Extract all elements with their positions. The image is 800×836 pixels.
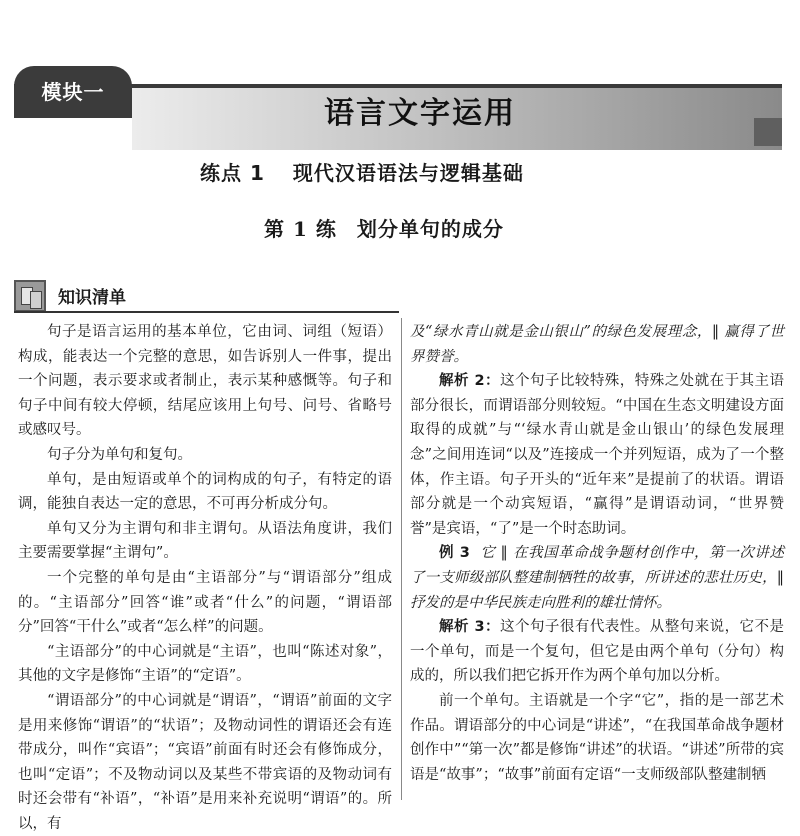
lesson-heading [200,157,524,186]
example-label: 例 3 [439,545,470,562]
analysis-text: 这个句子比较特殊，特殊之处就在于其主语部分很长，而谓语部分则较短。“中国在生态文明建设方面取得的成就”与“‘绿水青山就是金山银山’的绿色发展理念”之间用连词“以及”连接成一个并列短语，成为了一个整体，作主语。句子开头的“近年来”是提前了的状语。谓语部分就是一个动宾短语，“赢得”是谓语动词，“世界赞誉”是宾语，“了”是一个时态助词。 [410,373,784,537]
analysis-2 [410,369,784,541]
module-banner [14,66,782,150]
paragraph: 一个完整的单句是由“主语部分”与“谓语部分”组成的。“主语部分”回答“谁”或者“什么”的问题，“谓语部分”回答“干什么”或者“怎么样”的问题。 [18,569,392,636]
paragraph: 前一个单句。主语就是一个字“它”，指的是一部艺术作品。谓语部分的中心词是“讲述”，“在我国革命战争题材创作中”“第一次”都是修饰“讲述”的状语。“讲述”所带的宾语是“故事”；“故事”前面有定语“一支师级部队整建制牺 [410,692,784,783]
paragraph: 句子是语言运用的基本单位，它由词、词组（短语）构成，能表达一个完整的意思，如告诉别人一件事，提出一个问题，表示要求或者制止，表示某种感慨等。句子和句子中间有较大停顿，结尾应该用上句号、问号、省略号或感叹号。 [18,324,392,439]
books-icon [14,280,46,312]
paragraph: “谓语部分”的中心词就是“谓语”，“谓语”前面的文字是用来修饰“谓语”的“状语”；及物动词性的谓语还会有连带成分，叫作“宾语”；“宾语”前面有时还会有修饰成分，也叫“定语”；不及物动词以及某些不带宾语的及物动词有时还会带有“补语”，“补语”是用来补充说明“谓语”的。所以，有 [18,692,392,832]
column-divider [401,318,402,800]
left-column [18,320,392,836]
knowledge-header [14,280,399,312]
paragraph: “主语部分”的中心词就是“主语”，也叫“陈述对象”，其他的文字是修饰“主语”的“定语”。 [18,643,392,685]
lesson-number: 练点 1 [200,161,265,185]
module-label: 模块一 [14,66,132,118]
paragraph: 单句，是由短语或单个的词构成的句子，有特定的语调，能独自表达一定的意思，不可再分析成分句。 [18,471,392,513]
example-continuation: 及“绿水青山就是金山银山”的绿色发展理念，‖ 赢得了世界赞誉。 [410,324,784,365]
lesson-title: 现代汉语语法与逻辑基础 [292,161,524,185]
example-3 [410,541,784,615]
module-title: 语言文字运用 [324,96,516,131]
practice-title: 划分单句的成分 [356,217,504,241]
right-column [410,320,784,787]
paragraph: 句子分为单句和复句。 [47,446,192,463]
analysis-label: 解析 2： [439,373,500,390]
knowledge-underline [14,311,399,313]
banner-corner-decoration [754,118,782,146]
analysis-label: 解析 3： [439,619,500,636]
practice-number: 第 1 练 [264,217,337,241]
paragraph: 单句又分为主谓句和非主谓句。从语法角度讲，我们主要需要掌握“主谓句”。 [18,520,392,562]
analysis-3 [410,615,784,689]
example-text: 它 ‖ 在我国革命战争题材创作中，第一次讲述了一支师级部队整建制牺牲的故事，所讲述的悲壮历史，‖ 抒发的是中华民族走向胜利的雄壮情怀。 [410,545,785,611]
knowledge-title: 知识清单 [58,288,126,308]
practice-heading [264,213,504,242]
analysis-text: 这个句子很有代表性。从整句来说，它不是一个单句，而是一个复句，但它是由两个单句（分句）构成的，所以我们把它拆开作为两个单句加以分析。 [410,619,784,685]
